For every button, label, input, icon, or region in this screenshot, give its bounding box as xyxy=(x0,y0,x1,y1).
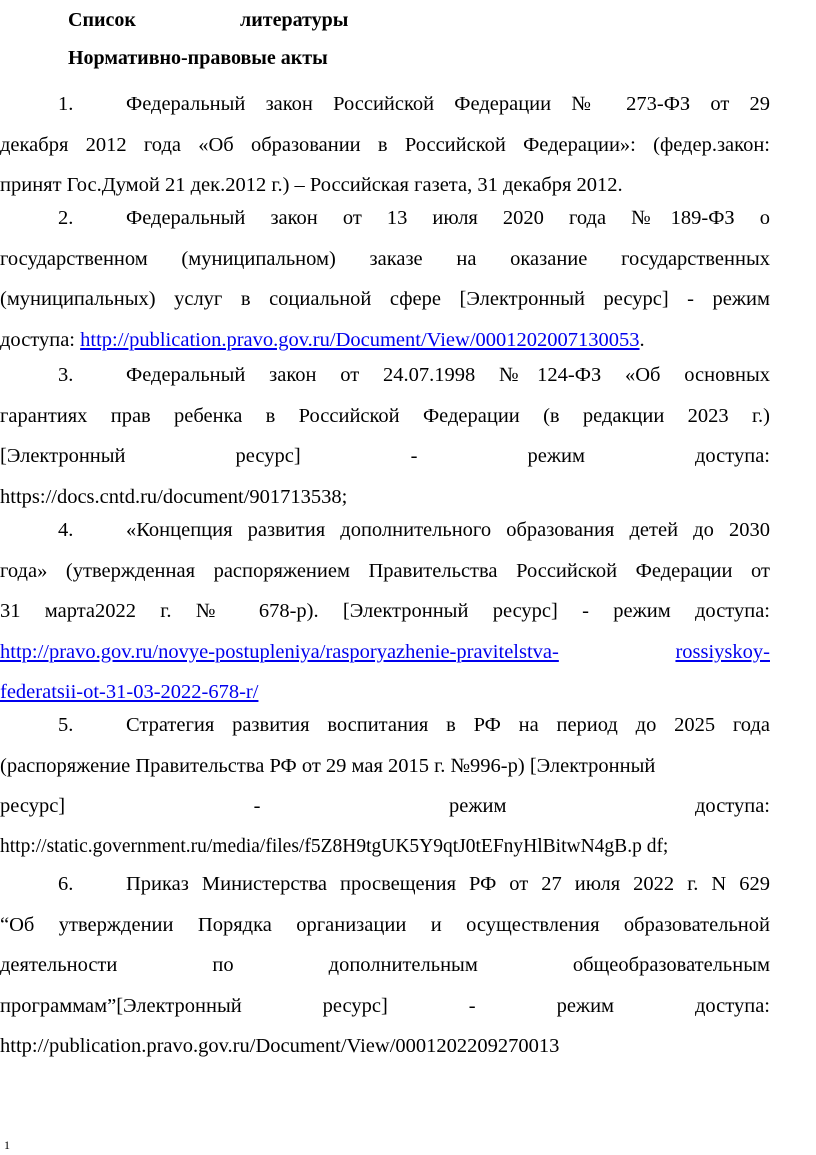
item-text-line: «Концепция развития дополнительного образования детей до 2030 xyxy=(126,519,770,541)
item-number: 3. xyxy=(58,364,74,386)
item-text-line: года» (утвержденная распоряжением Правительства Российской Федерации от xyxy=(0,559,770,582)
item-text-line: принят Гос.Думой 21 дек.2012 г.) – Российская газета, 31 декабря 2012. xyxy=(0,174,623,196)
item-text-line: Федеральный закон от 13 июля 2020 года №189-ФЗ о xyxy=(126,207,770,229)
item-text-line: деятельности по дополнительным общеобразовательным xyxy=(0,954,770,976)
item-text-line: гарантиях прав ребенка в Российской Федерации (в редакции 2023 г.) xyxy=(0,404,770,427)
reference-link[interactable]: federatsii-ot-31-03-2022-678-r/ xyxy=(0,681,259,703)
reference-item-4 xyxy=(0,510,770,713)
item-text-line: (муниципальных) услуг в социальной сфере [Электронный ресурс] - режим xyxy=(0,288,770,310)
item-text-prefix: доступа: xyxy=(0,328,81,351)
item-number: 5. xyxy=(58,714,74,736)
item-text-line: [Электронный ресурс] - режим доступа: xyxy=(0,445,770,467)
item-text-line: Стратегия развития воспитания в РФ на период до 2025 года xyxy=(126,714,770,736)
reference-link[interactable]: http://publication.pravo.gov.ru/Document/View/0001202007130053 xyxy=(80,328,640,351)
item-text-line: Приказ Министерства просвещения РФ от 27 июля 2022 г. N 629 xyxy=(126,873,770,895)
section-subtitle: Нормативно-правовые акты xyxy=(68,47,328,69)
item-text-line: http://static.government.ru/media/files/f5Z8H9tgUK5Y9qtJ0tEFnyHlBitwN4gB.p df; xyxy=(0,835,669,857)
reference-item-6 xyxy=(0,864,770,1067)
title-word-1: Список xyxy=(68,9,136,31)
item-text-line: Федеральный закон Российской Федерации № 273-ФЗ от 29 xyxy=(126,93,770,115)
reference-item-1 xyxy=(0,84,770,206)
footnote-marker: 1 xyxy=(4,1138,10,1152)
item-text-line: Федеральный закон от 24.07.1998 №124-ФЗ «Об основных xyxy=(126,364,770,386)
item-number: 1. xyxy=(58,93,74,115)
page-title xyxy=(68,8,348,32)
item-number: 2. xyxy=(58,207,74,229)
reference-item-2 xyxy=(0,198,770,360)
reference-link[interactable]: rossiyskoy- xyxy=(675,640,770,663)
item-number: 6. xyxy=(58,873,74,895)
title-word-2: литературы xyxy=(240,9,349,31)
item-text-line: ресурс] - режим доступа: xyxy=(0,795,770,817)
item-text-suffix: . xyxy=(639,328,645,351)
item-text-line: “Об утверждении Порядка организации и осуществления образовательной xyxy=(0,913,770,936)
item-text-line: 31 марта2022 г. № 678-р). [Электронный ресурс] - режим доступа: xyxy=(0,600,770,622)
item-text-line: программам”[Электронный ресурс] - режим доступа: xyxy=(0,994,770,1017)
reference-link[interactable]: http://pravo.gov.ru/novye-postupleniya/rasporyazhenie-pravitelstva- xyxy=(0,640,559,663)
item-text-line: декабря 2012 года «Об образовании в Российской Федерации»: (федер.закон: xyxy=(0,133,770,156)
item-text-line: http://publication.pravo.gov.ru/Document/View/0001202209270013 xyxy=(0,1035,560,1057)
reference-item-3 xyxy=(0,355,770,517)
item-text-line: https://docs.cntd.ru/document/901713538; xyxy=(0,485,348,508)
item-number: 4. xyxy=(58,519,74,541)
reference-item-5 xyxy=(0,705,770,867)
item-text-line: государственном (муниципальном) заказе на оказание государственных xyxy=(0,247,770,270)
item-text-line: (распоряжение Правительства РФ от 29 мая 2015 г. №996-р) [Электронный xyxy=(0,754,656,777)
